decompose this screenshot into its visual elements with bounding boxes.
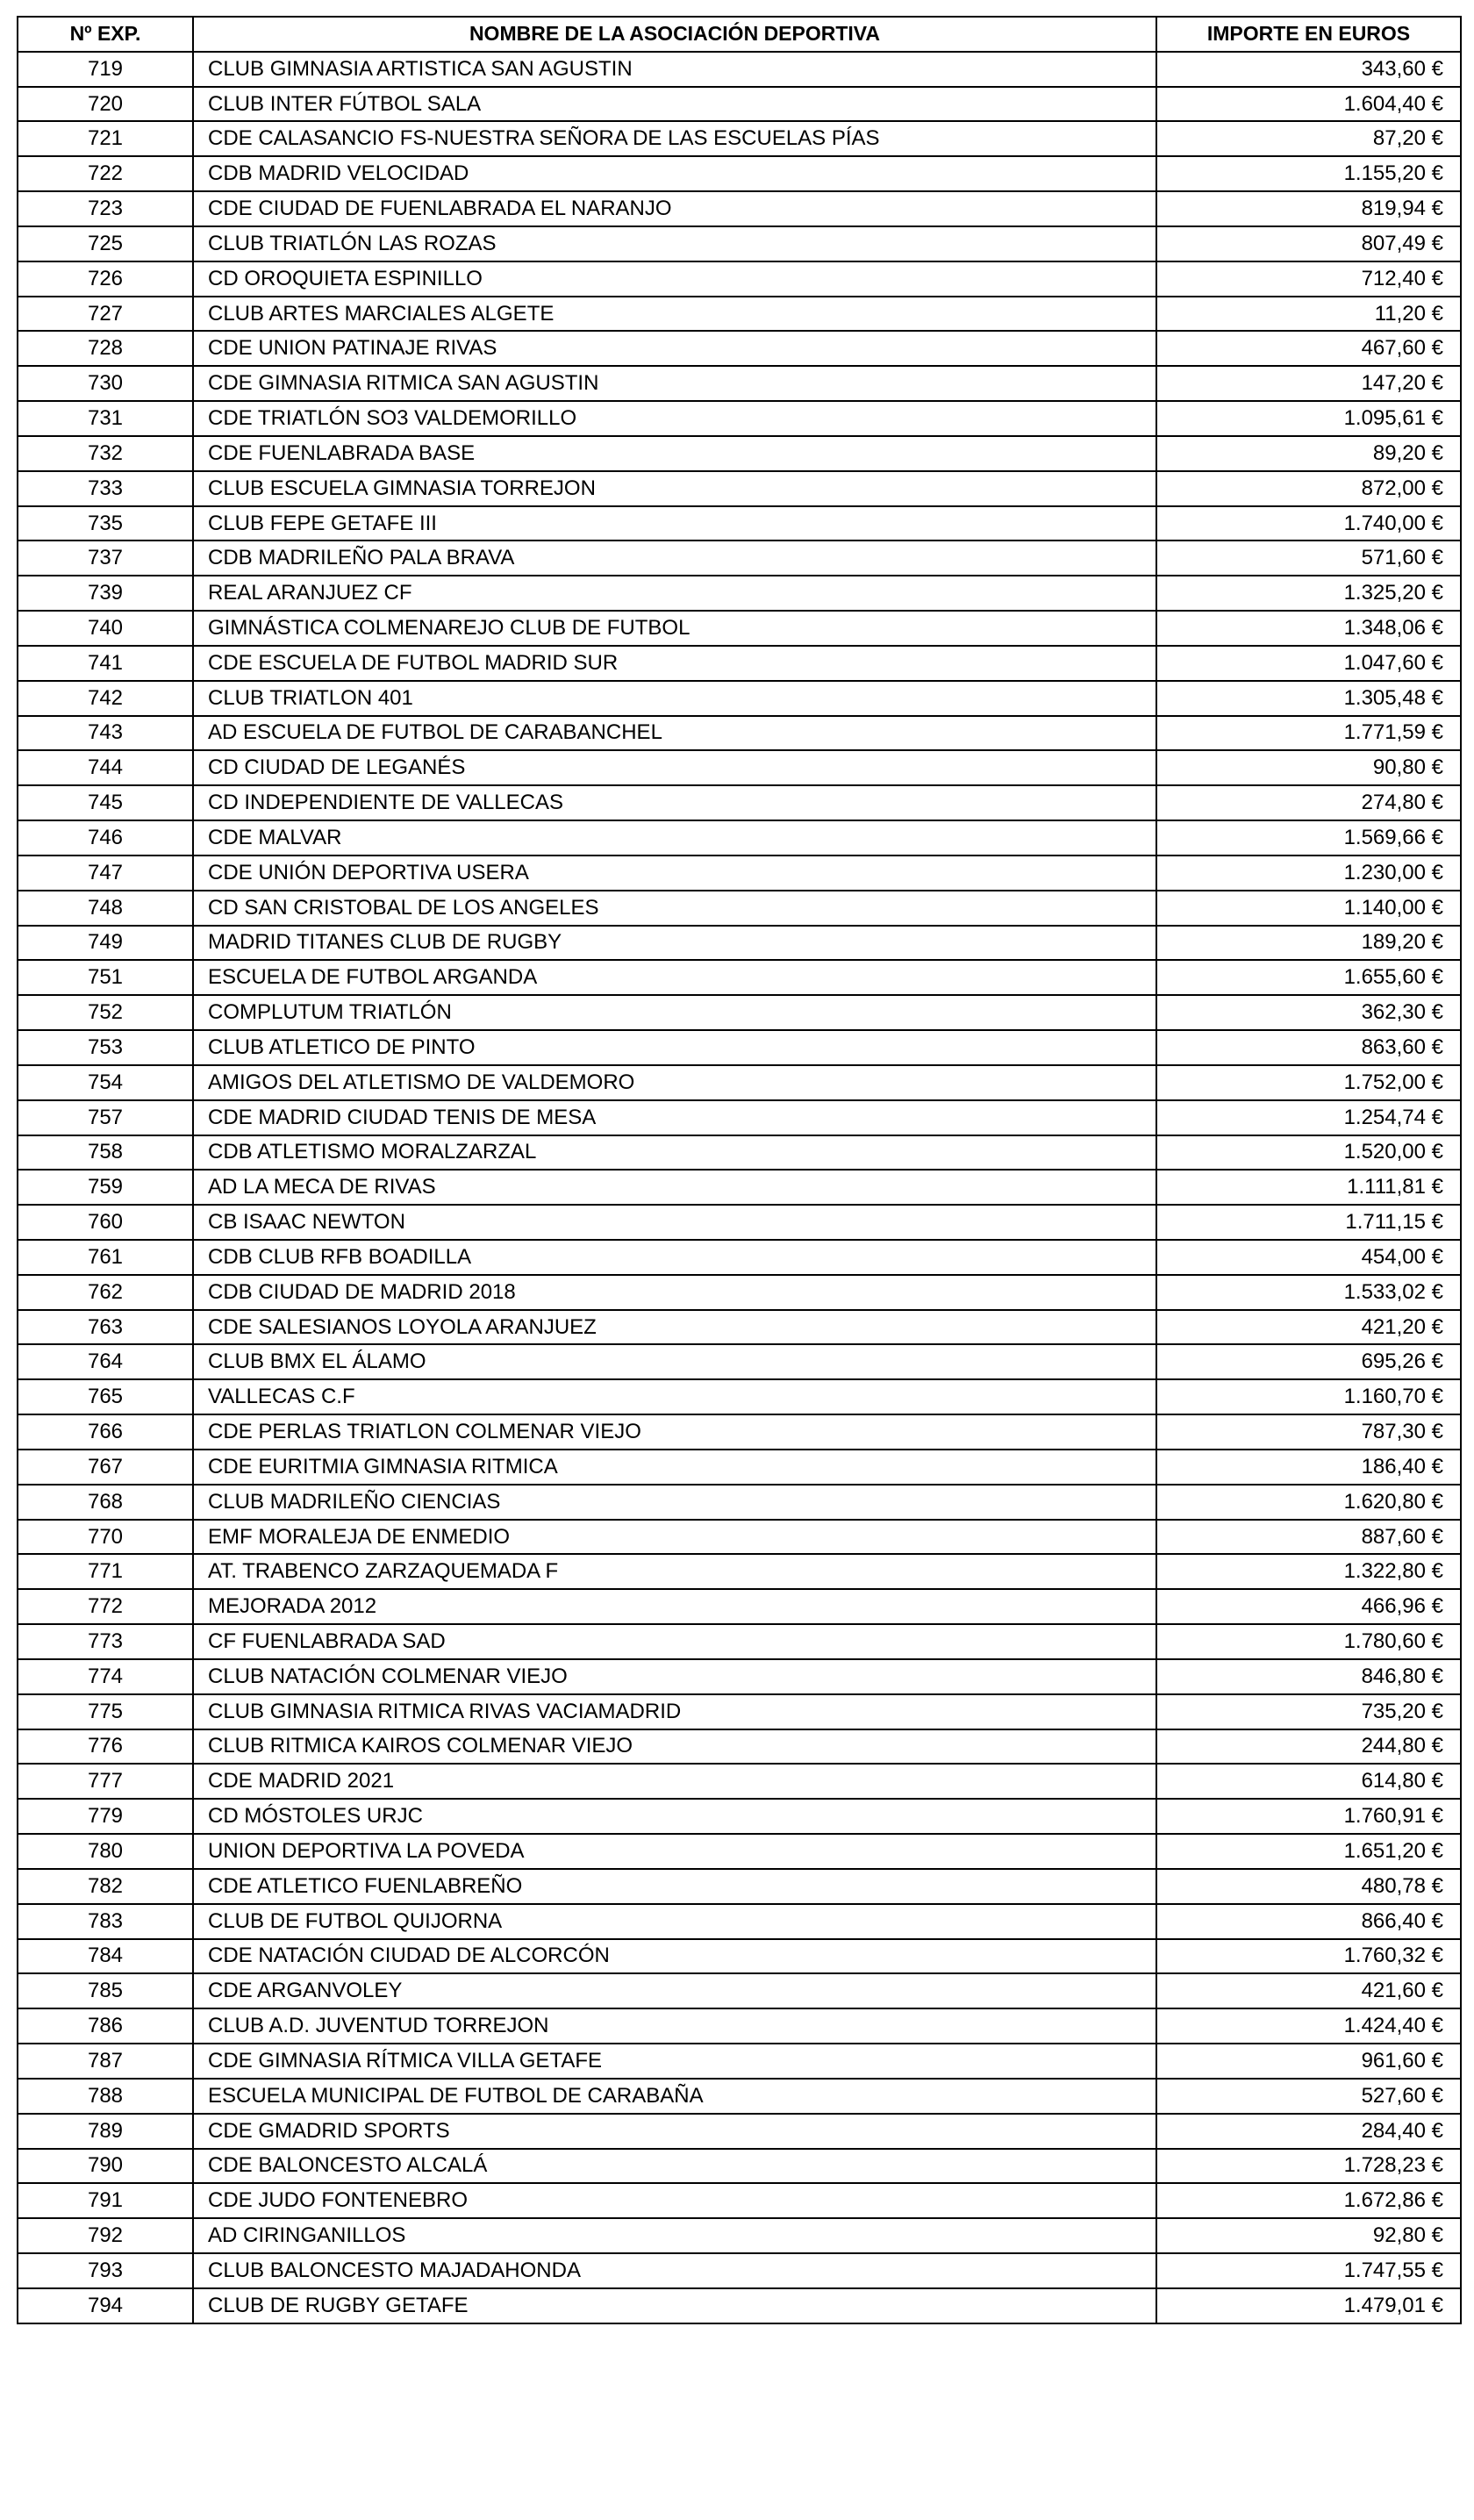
- row-amount: 1.620,80 €: [1156, 1485, 1461, 1520]
- table-row: [18, 191, 1461, 226]
- row-amount: 1.651,20 €: [1156, 1834, 1461, 1869]
- table-row: [18, 1764, 1461, 1799]
- row-association-name: CDB MADRID VELOCIDAD: [193, 156, 1156, 191]
- table-row: [18, 1589, 1461, 1624]
- row-association-name: REAL ARANJUEZ CF: [193, 576, 1156, 611]
- header-row: [18, 17, 1461, 52]
- row-association-name: AD LA MECA DE RIVAS: [193, 1170, 1156, 1205]
- table-row: [18, 2044, 1461, 2079]
- row-association-name: CDE ATLETICO FUENLABREÑO: [193, 1869, 1156, 1904]
- table-row: [18, 1659, 1461, 1694]
- row-amount: 1.140,00 €: [1156, 891, 1461, 926]
- row-association-name: CLUB ARTES MARCIALES ALGETE: [193, 297, 1156, 332]
- row-amount: 1.533,02 €: [1156, 1275, 1461, 1310]
- table-row: [18, 436, 1461, 471]
- row-amount: 421,20 €: [1156, 1310, 1461, 1345]
- table-row: [18, 681, 1461, 716]
- row-association-name: CDE JUDO FONTENEBRO: [193, 2183, 1156, 2218]
- row-amount: 571,60 €: [1156, 541, 1461, 576]
- row-association-name: CLUB TRIATLÓN LAS ROZAS: [193, 226, 1156, 261]
- row-association-name: VALLECAS C.F: [193, 1379, 1156, 1414]
- table-row: [18, 541, 1461, 576]
- row-exp-number: 773: [18, 1624, 193, 1659]
- table-row: [18, 1310, 1461, 1345]
- row-exp-number: 794: [18, 2288, 193, 2323]
- row-exp-number: 783: [18, 1904, 193, 1939]
- row-amount: 90,80 €: [1156, 750, 1461, 785]
- row-amount: 189,20 €: [1156, 926, 1461, 961]
- row-association-name: AMIGOS DEL ATLETISMO DE VALDEMORO: [193, 1065, 1156, 1100]
- row-association-name: CDE UNION PATINAJE RIVAS: [193, 331, 1156, 366]
- header-exp: Nº EXP.: [18, 17, 193, 52]
- table-row: [18, 1170, 1461, 1205]
- row-amount: 284,40 €: [1156, 2114, 1461, 2149]
- table-row: [18, 2253, 1461, 2288]
- row-exp-number: 730: [18, 366, 193, 401]
- row-amount: 244,80 €: [1156, 1729, 1461, 1765]
- row-association-name: CLUB ATLETICO DE PINTO: [193, 1030, 1156, 1065]
- row-association-name: CLUB NATACIÓN COLMENAR VIEJO: [193, 1659, 1156, 1694]
- row-exp-number: 764: [18, 1344, 193, 1379]
- row-exp-number: 763: [18, 1310, 193, 1345]
- table-row: [18, 1869, 1461, 1904]
- row-exp-number: 780: [18, 1834, 193, 1869]
- row-exp-number: 758: [18, 1135, 193, 1171]
- table-row: [18, 1030, 1461, 1065]
- row-exp-number: 772: [18, 1589, 193, 1624]
- row-exp-number: 737: [18, 541, 193, 576]
- table-row: [18, 52, 1461, 87]
- table-row: [18, 1379, 1461, 1414]
- row-amount: 89,20 €: [1156, 436, 1461, 471]
- table-row: [18, 1065, 1461, 1100]
- row-amount: 1.322,80 €: [1156, 1554, 1461, 1589]
- row-association-name: CLUB INTER FÚTBOL SALA: [193, 87, 1156, 122]
- row-amount: 1.672,86 €: [1156, 2183, 1461, 2218]
- row-exp-number: 788: [18, 2079, 193, 2114]
- row-exp-number: 768: [18, 1485, 193, 1520]
- row-amount: 1.604,40 €: [1156, 87, 1461, 122]
- row-association-name: UNION DEPORTIVA LA POVEDA: [193, 1834, 1156, 1869]
- row-amount: 1.325,20 €: [1156, 576, 1461, 611]
- row-amount: 1.424,40 €: [1156, 2008, 1461, 2044]
- row-association-name: CD INDEPENDIENTE DE VALLECAS: [193, 785, 1156, 820]
- row-exp-number: 726: [18, 261, 193, 297]
- row-association-name: CLUB BMX EL ÁLAMO: [193, 1344, 1156, 1379]
- row-exp-number: 774: [18, 1659, 193, 1694]
- table-row: [18, 2079, 1461, 2114]
- row-association-name: CLUB DE RUGBY GETAFE: [193, 2288, 1156, 2323]
- row-amount: 87,20 €: [1156, 121, 1461, 156]
- row-exp-number: 753: [18, 1030, 193, 1065]
- table-row: [18, 1205, 1461, 1240]
- table-row: [18, 1554, 1461, 1589]
- row-exp-number: 775: [18, 1694, 193, 1729]
- row-amount: 863,60 €: [1156, 1030, 1461, 1065]
- table-row: [18, 401, 1461, 436]
- row-exp-number: 719: [18, 52, 193, 87]
- row-amount: 1.711,15 €: [1156, 1205, 1461, 1240]
- table-row: [18, 87, 1461, 122]
- row-amount: 819,94 €: [1156, 191, 1461, 226]
- row-exp-number: 745: [18, 785, 193, 820]
- subsidy-table: [17, 16, 1462, 2324]
- table-row: [18, 1414, 1461, 1450]
- row-association-name: CDE CALASANCIO FS-NUESTRA SEÑORA DE LAS ESCUELAS PÍAS: [193, 121, 1156, 156]
- row-amount: 186,40 €: [1156, 1450, 1461, 1485]
- header-name: NOMBRE DE LA ASOCIACIÓN DEPORTIVA: [193, 17, 1156, 52]
- row-association-name: CLUB TRIATLON 401: [193, 681, 1156, 716]
- row-exp-number: 735: [18, 506, 193, 541]
- row-association-name: ESCUELA DE FUTBOL ARGANDA: [193, 960, 1156, 995]
- row-amount: 1.111,81 €: [1156, 1170, 1461, 1205]
- row-amount: 343,60 €: [1156, 52, 1461, 87]
- row-exp-number: 765: [18, 1379, 193, 1414]
- row-association-name: AD CIRINGANILLOS: [193, 2218, 1156, 2253]
- row-amount: 362,30 €: [1156, 995, 1461, 1030]
- row-association-name: CDE UNIÓN DEPORTIVA USERA: [193, 856, 1156, 891]
- row-exp-number: 787: [18, 2044, 193, 2079]
- row-amount: 1.760,91 €: [1156, 1799, 1461, 1834]
- table-row: [18, 2183, 1461, 2218]
- row-association-name: CDE MALVAR: [193, 820, 1156, 856]
- row-association-name: CDE PERLAS TRIATLON COLMENAR VIEJO: [193, 1414, 1156, 1450]
- row-amount: 480,78 €: [1156, 1869, 1461, 1904]
- row-association-name: CDE TRIATLÓN SO3 VALDEMORILLO: [193, 401, 1156, 436]
- row-amount: 1.760,32 €: [1156, 1939, 1461, 1974]
- table-row: [18, 1694, 1461, 1729]
- row-amount: 1.095,61 €: [1156, 401, 1461, 436]
- table-row: [18, 1240, 1461, 1275]
- row-exp-number: 752: [18, 995, 193, 1030]
- row-amount: 527,60 €: [1156, 2079, 1461, 2114]
- row-exp-number: 733: [18, 471, 193, 506]
- row-association-name: CLUB A.D. JUVENTUD TORREJON: [193, 2008, 1156, 2044]
- table-row: [18, 1344, 1461, 1379]
- row-amount: 1.155,20 €: [1156, 156, 1461, 191]
- row-association-name: MADRID TITANES CLUB DE RUGBY: [193, 926, 1156, 961]
- row-exp-number: 771: [18, 1554, 193, 1589]
- row-amount: 1.780,60 €: [1156, 1624, 1461, 1659]
- row-exp-number: 727: [18, 297, 193, 332]
- row-association-name: CDE BALONCESTO ALCALÁ: [193, 2149, 1156, 2184]
- row-association-name: CLUB BALONCESTO MAJADAHONDA: [193, 2253, 1156, 2288]
- row-amount: 274,80 €: [1156, 785, 1461, 820]
- row-association-name: MEJORADA 2012: [193, 1589, 1156, 1624]
- table-row: [18, 891, 1461, 926]
- row-exp-number: 793: [18, 2253, 193, 2288]
- row-exp-number: 725: [18, 226, 193, 261]
- row-association-name: CD MÓSTOLES URJC: [193, 1799, 1156, 1834]
- row-association-name: CDE FUENLABRADA BASE: [193, 436, 1156, 471]
- row-association-name: CD SAN CRISTOBAL DE LOS ANGELES: [193, 891, 1156, 926]
- table-row: [18, 856, 1461, 891]
- row-exp-number: 747: [18, 856, 193, 891]
- row-association-name: CDE MADRID CIUDAD TENIS DE MESA: [193, 1100, 1156, 1135]
- row-exp-number: 751: [18, 960, 193, 995]
- table-row: [18, 121, 1461, 156]
- row-exp-number: 749: [18, 926, 193, 961]
- table-row: [18, 506, 1461, 541]
- row-association-name: AD ESCUELA DE FUTBOL DE CARABANCHEL: [193, 716, 1156, 751]
- row-amount: 614,80 €: [1156, 1764, 1461, 1799]
- table-row: [18, 1485, 1461, 1520]
- row-amount: 1.254,74 €: [1156, 1100, 1461, 1135]
- row-association-name: CDB MADRILEÑO PALA BRAVA: [193, 541, 1156, 576]
- row-amount: 1.740,00 €: [1156, 506, 1461, 541]
- table-row: [18, 1799, 1461, 1834]
- row-association-name: CD CIUDAD DE LEGANÉS: [193, 750, 1156, 785]
- row-amount: 695,26 €: [1156, 1344, 1461, 1379]
- row-exp-number: 723: [18, 191, 193, 226]
- row-amount: 1.348,06 €: [1156, 611, 1461, 646]
- row-exp-number: 721: [18, 121, 193, 156]
- row-amount: 454,00 €: [1156, 1240, 1461, 1275]
- table-row: [18, 646, 1461, 681]
- row-exp-number: 746: [18, 820, 193, 856]
- table-row: [18, 1520, 1461, 1555]
- table-row: [18, 611, 1461, 646]
- table-row: [18, 750, 1461, 785]
- row-amount: 1.771,59 €: [1156, 716, 1461, 751]
- row-exp-number: 742: [18, 681, 193, 716]
- row-amount: 147,20 €: [1156, 366, 1461, 401]
- row-amount: 466,96 €: [1156, 1589, 1461, 1624]
- row-association-name: CDE EURITMIA GIMNASIA RITMICA: [193, 1450, 1156, 1485]
- row-association-name: CDE GIMNASIA RÍTMICA VILLA GETAFE: [193, 2044, 1156, 2079]
- row-amount: 961,60 €: [1156, 2044, 1461, 2079]
- row-association-name: CDE ESCUELA DE FUTBOL MADRID SUR: [193, 646, 1156, 681]
- row-association-name: GIMNÁSTICA COLMENAREJO CLUB DE FUTBOL: [193, 611, 1156, 646]
- row-amount: 1.747,55 €: [1156, 2253, 1461, 2288]
- row-association-name: AT. TRABENCO ZARZAQUEMADA F: [193, 1554, 1156, 1589]
- row-exp-number: 739: [18, 576, 193, 611]
- table-row: [18, 820, 1461, 856]
- row-association-name: CDB ATLETISMO MORALZARZAL: [193, 1135, 1156, 1171]
- table-row: [18, 960, 1461, 995]
- row-exp-number: 732: [18, 436, 193, 471]
- table-row: [18, 995, 1461, 1030]
- row-exp-number: 744: [18, 750, 193, 785]
- row-amount: 807,49 €: [1156, 226, 1461, 261]
- row-exp-number: 779: [18, 1799, 193, 1834]
- table-row: [18, 1275, 1461, 1310]
- row-exp-number: 760: [18, 1205, 193, 1240]
- table-row: [18, 2288, 1461, 2323]
- row-amount: 421,60 €: [1156, 1973, 1461, 2008]
- row-association-name: CB ISAAC NEWTON: [193, 1205, 1156, 1240]
- row-association-name: CDB CLUB RFB BOADILLA: [193, 1240, 1156, 1275]
- row-association-name: COMPLUTUM TRIATLÓN: [193, 995, 1156, 1030]
- table-row: [18, 1624, 1461, 1659]
- row-exp-number: 791: [18, 2183, 193, 2218]
- row-association-name: CDB CIUDAD DE MADRID 2018: [193, 1275, 1156, 1310]
- row-amount: 92,80 €: [1156, 2218, 1461, 2253]
- row-exp-number: 790: [18, 2149, 193, 2184]
- table-row: [18, 297, 1461, 332]
- row-amount: 1.520,00 €: [1156, 1135, 1461, 1171]
- row-exp-number: 767: [18, 1450, 193, 1485]
- row-amount: 1.569,66 €: [1156, 820, 1461, 856]
- row-association-name: CF FUENLABRADA SAD: [193, 1624, 1156, 1659]
- row-amount: 735,20 €: [1156, 1694, 1461, 1729]
- row-exp-number: 770: [18, 1520, 193, 1555]
- row-exp-number: 741: [18, 646, 193, 681]
- table-row: [18, 1904, 1461, 1939]
- row-association-name: CLUB FEPE GETAFE III: [193, 506, 1156, 541]
- row-exp-number: 728: [18, 331, 193, 366]
- row-amount: 1.230,00 €: [1156, 856, 1461, 891]
- row-exp-number: 757: [18, 1100, 193, 1135]
- table-row: [18, 785, 1461, 820]
- table-row: [18, 1834, 1461, 1869]
- row-exp-number: 731: [18, 401, 193, 436]
- table-row: [18, 1100, 1461, 1135]
- row-amount: 872,00 €: [1156, 471, 1461, 506]
- table-row: [18, 1973, 1461, 2008]
- row-amount: 846,80 €: [1156, 1659, 1461, 1694]
- header-amount: IMPORTE EN EUROS: [1156, 17, 1461, 52]
- table-row: [18, 716, 1461, 751]
- row-association-name: CDE ARGANVOLEY: [193, 1973, 1156, 2008]
- row-exp-number: 776: [18, 1729, 193, 1765]
- row-amount: 887,60 €: [1156, 1520, 1461, 1555]
- table-row: [18, 226, 1461, 261]
- row-amount: 1.479,01 €: [1156, 2288, 1461, 2323]
- row-exp-number: 784: [18, 1939, 193, 1974]
- row-amount: 1.047,60 €: [1156, 646, 1461, 681]
- row-association-name: CDE GMADRID SPORTS: [193, 2114, 1156, 2149]
- row-exp-number: 777: [18, 1764, 193, 1799]
- table-row: [18, 156, 1461, 191]
- table-row: [18, 2114, 1461, 2149]
- row-association-name: CLUB MADRILEÑO CIENCIAS: [193, 1485, 1156, 1520]
- row-amount: 1.752,00 €: [1156, 1065, 1461, 1100]
- row-exp-number: 743: [18, 716, 193, 751]
- row-exp-number: 766: [18, 1414, 193, 1450]
- row-association-name: CLUB DE FUTBOL QUIJORNA: [193, 1904, 1156, 1939]
- table-row: [18, 471, 1461, 506]
- row-association-name: CD OROQUIETA ESPINILLO: [193, 261, 1156, 297]
- row-amount: 1.305,48 €: [1156, 681, 1461, 716]
- row-amount: 1.728,23 €: [1156, 2149, 1461, 2184]
- row-exp-number: 786: [18, 2008, 193, 2044]
- row-association-name: CLUB GIMNASIA ARTISTICA SAN AGUSTIN: [193, 52, 1156, 87]
- table-row: [18, 366, 1461, 401]
- table-row: [18, 2008, 1461, 2044]
- row-exp-number: 782: [18, 1869, 193, 1904]
- table-row: [18, 2149, 1461, 2184]
- row-amount: 712,40 €: [1156, 261, 1461, 297]
- table-row: [18, 1939, 1461, 1974]
- row-association-name: CDE MADRID 2021: [193, 1764, 1156, 1799]
- table-row: [18, 1729, 1461, 1765]
- row-exp-number: 759: [18, 1170, 193, 1205]
- row-exp-number: 761: [18, 1240, 193, 1275]
- row-exp-number: 789: [18, 2114, 193, 2149]
- table-row: [18, 2218, 1461, 2253]
- row-association-name: CLUB GIMNASIA RITMICA RIVAS VACIAMADRID: [193, 1694, 1156, 1729]
- table-row: [18, 1135, 1461, 1171]
- row-amount: 1.655,60 €: [1156, 960, 1461, 995]
- row-association-name: CDE CIUDAD DE FUENLABRADA EL NARANJO: [193, 191, 1156, 226]
- row-exp-number: 792: [18, 2218, 193, 2253]
- row-association-name: CDE SALESIANOS LOYOLA ARANJUEZ: [193, 1310, 1156, 1345]
- row-association-name: CLUB RITMICA KAIROS COLMENAR VIEJO: [193, 1729, 1156, 1765]
- row-association-name: ESCUELA MUNICIPAL DE FUTBOL DE CARABAÑA: [193, 2079, 1156, 2114]
- row-exp-number: 785: [18, 1973, 193, 2008]
- row-exp-number: 762: [18, 1275, 193, 1310]
- row-association-name: CDE GIMNASIA RITMICA SAN AGUSTIN: [193, 366, 1156, 401]
- row-exp-number: 754: [18, 1065, 193, 1100]
- table-row: [18, 576, 1461, 611]
- row-exp-number: 740: [18, 611, 193, 646]
- row-amount: 11,20 €: [1156, 297, 1461, 332]
- row-exp-number: 720: [18, 87, 193, 122]
- table-row: [18, 331, 1461, 366]
- row-association-name: EMF MORALEJA DE ENMEDIO: [193, 1520, 1156, 1555]
- row-amount: 1.160,70 €: [1156, 1379, 1461, 1414]
- row-association-name: CLUB ESCUELA GIMNASIA TORREJON: [193, 471, 1156, 506]
- row-amount: 467,60 €: [1156, 331, 1461, 366]
- row-exp-number: 748: [18, 891, 193, 926]
- table-row: [18, 261, 1461, 297]
- row-exp-number: 722: [18, 156, 193, 191]
- row-amount: 787,30 €: [1156, 1414, 1461, 1450]
- row-association-name: CDE NATACIÓN CIUDAD DE ALCORCÓN: [193, 1939, 1156, 1974]
- table-body: [18, 52, 1461, 2323]
- table-row: [18, 1450, 1461, 1485]
- row-amount: 866,40 €: [1156, 1904, 1461, 1939]
- table-row: [18, 926, 1461, 961]
